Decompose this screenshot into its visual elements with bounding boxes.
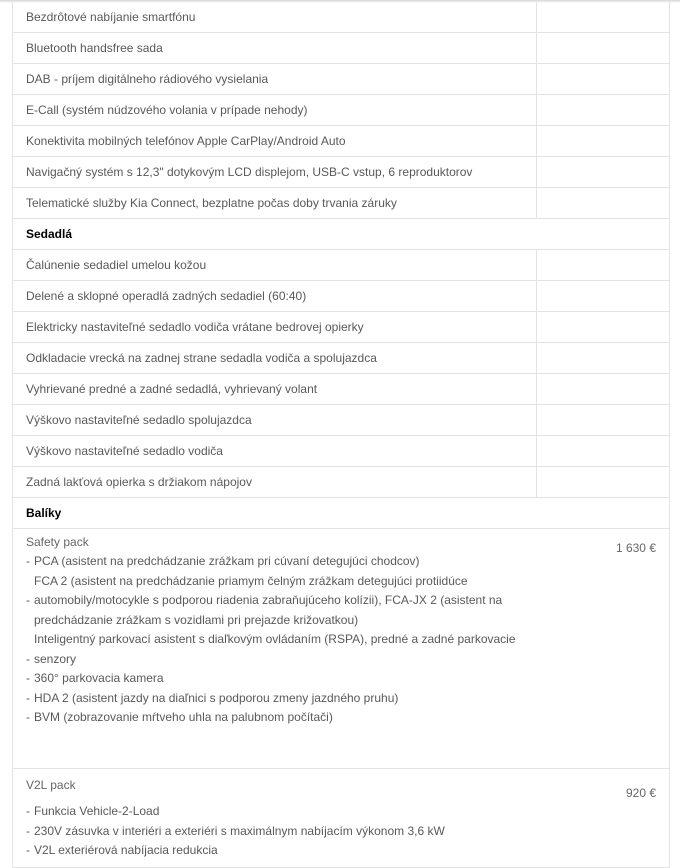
- feature-label: Elektricky nastaviteľné sedadlo vodiča vrátane bedrovej opierky: [26, 320, 364, 334]
- pack-item: [26, 591, 526, 611]
- table-row: [13, 126, 669, 157]
- table-row: [13, 33, 669, 64]
- feature-label: Čalúnenie sedadiel umelou kožou: [26, 258, 207, 272]
- pack-item-text: automobily/motocykle s podporou riadenia zabraňujúceho kolízii), FCA-JX 2 (asistent na: [34, 593, 503, 607]
- feature-label: Delené a sklopné operadlá zadných sedadiel (60:40): [26, 289, 307, 303]
- pack-item-text: HDA 2 (asistent jazdy na diaľnici s podporou zmeny jazdného pruhu): [34, 690, 399, 705]
- section-header-packs: Balíky: [13, 498, 669, 529]
- pack-item: [26, 572, 526, 592]
- pack-item: [26, 802, 526, 822]
- feature-label: Odkladacie vrecká na zadnej strane sedadla vodiča a spolujazdca: [26, 351, 377, 365]
- pack-item: [26, 611, 526, 631]
- table-row: [13, 250, 669, 281]
- feature-value-cell: [536, 312, 669, 342]
- pack-item-dash: -: [26, 690, 30, 705]
- pack-item-dash: -: [26, 843, 30, 857]
- feature-label: Konektivita mobilných telefónov Apple CarPlay/Android Auto: [26, 134, 346, 148]
- table-row: [13, 343, 669, 374]
- table-row: [13, 95, 669, 126]
- pack-item-dash: [26, 611, 34, 631]
- feature-label: Vyhrievané predné a zadné sedadlá, vyhrievaný volant: [26, 382, 318, 396]
- pack-title: V2L pack: [26, 778, 76, 792]
- feature-label: Bezdrôtové nabíjanie smartfónu: [26, 10, 196, 24]
- pack-item-dash: [26, 630, 34, 650]
- feature-label: Telematické služby Kia Connect, bezplatne počas doby trvania záruky: [26, 196, 397, 210]
- feature-value-cell: [536, 2, 669, 32]
- feature-value-cell: [536, 467, 669, 497]
- feature-value-cell: [536, 64, 669, 94]
- pack-item-text: predchádzanie zrážkam s vozidlami pri prejazde križovatkou): [34, 612, 359, 627]
- pack-item: [26, 630, 526, 650]
- pack-item: [26, 689, 526, 709]
- table-row: [13, 281, 669, 312]
- table-row: [13, 312, 669, 343]
- pack-item-dash: -: [26, 554, 30, 568]
- feature-value-cell: [536, 126, 669, 156]
- feature-value-cell: [536, 188, 669, 218]
- feature-value-cell: [536, 95, 669, 125]
- feature-value-cell: [536, 405, 669, 435]
- feature-value-cell: [536, 281, 669, 311]
- table-row: [13, 467, 669, 498]
- feature-label: Výškovo nastaviteľné sedadlo spolujazdca: [26, 413, 252, 427]
- feature-value-cell: [536, 436, 669, 466]
- pack-price: 920 €: [625, 786, 656, 800]
- table-row: [13, 374, 669, 405]
- pack-item: [26, 708, 526, 728]
- pack-price: 1 630 €: [615, 541, 656, 555]
- feature-label: E-Call (systém núdzového volania v prípade nehody): [26, 103, 308, 117]
- pack-item: [26, 669, 526, 689]
- feature-value-cell: [536, 374, 669, 404]
- pack-item: [26, 650, 526, 670]
- pack-item: [26, 552, 526, 572]
- pack-item: [26, 841, 526, 861]
- pack-item-text: 360° parkovacia kamera: [34, 671, 164, 685]
- safety-pack: [13, 529, 669, 769]
- table-row: [13, 157, 669, 188]
- pack-item-dash: -: [26, 710, 30, 724]
- table-row: [13, 188, 669, 219]
- pack-item-dash: -: [26, 671, 30, 685]
- feature-value-cell: [536, 157, 669, 187]
- pack-item: [26, 822, 526, 842]
- table-row: [13, 64, 669, 95]
- section-header-seats: Sedadlá: [13, 219, 669, 250]
- equipment-table: [12, 2, 670, 868]
- pack-item-text: Inteligentný parkovací asistent s diaľkovým ovládaním (RSPA), predné a zadné parkovacie: [34, 632, 516, 646]
- pack-item-text: Funkcia Vehicle-2-Load: [34, 804, 160, 818]
- table-row: [13, 436, 669, 467]
- pack-item-dash: -: [26, 823, 30, 838]
- pack-item-dash: -: [26, 804, 30, 818]
- pack-item-text: V2L exteriérová nabíjacia redukcia: [34, 843, 218, 857]
- feature-label: Výškovo nastaviteľné sedadlo vodiča: [26, 444, 223, 458]
- table-row: [13, 405, 669, 436]
- pack-item-text: PCA (asistent na predchádzanie zrážkam pri cúvaní detegujúci chodcov): [34, 554, 420, 568]
- pack-title: Safety pack: [26, 535, 89, 549]
- feature-label: Bluetooth handsfree sada: [26, 41, 163, 55]
- feature-value-cell: [536, 33, 669, 63]
- feature-value-cell: [536, 250, 669, 280]
- feature-label: DAB - príjem digitálneho rádiového vysielania: [26, 72, 269, 86]
- pack-item-dash: -: [26, 593, 30, 607]
- pack-item-dash: -: [26, 651, 30, 666]
- feature-value-cell: [536, 343, 669, 373]
- pack-item-text: BVM (zobrazovanie mŕtveho uhla na palubnom počítači): [34, 710, 333, 724]
- pack-item-text: FCA 2 (asistent na predchádzanie priamym čelným zrážkam detegujúci protiidúce: [34, 573, 468, 588]
- table-row: [13, 2, 669, 33]
- feature-label: Zadná lakťová opierka s držiakom nápojov: [26, 475, 252, 489]
- pack-item-text: senzory: [34, 651, 77, 666]
- pack-item-text: 230V zásuvka v interiéri a exteriéri s maximálnym nabíjacím výkonom 3,6 kW: [34, 823, 445, 838]
- feature-label: Navigačný systém s 12,3" dotykovým LCD displejom, USB-C vstup, 6 reproduktorov: [26, 165, 473, 179]
- pack-item-dash: [26, 572, 34, 592]
- v2l-pack: [13, 769, 669, 868]
